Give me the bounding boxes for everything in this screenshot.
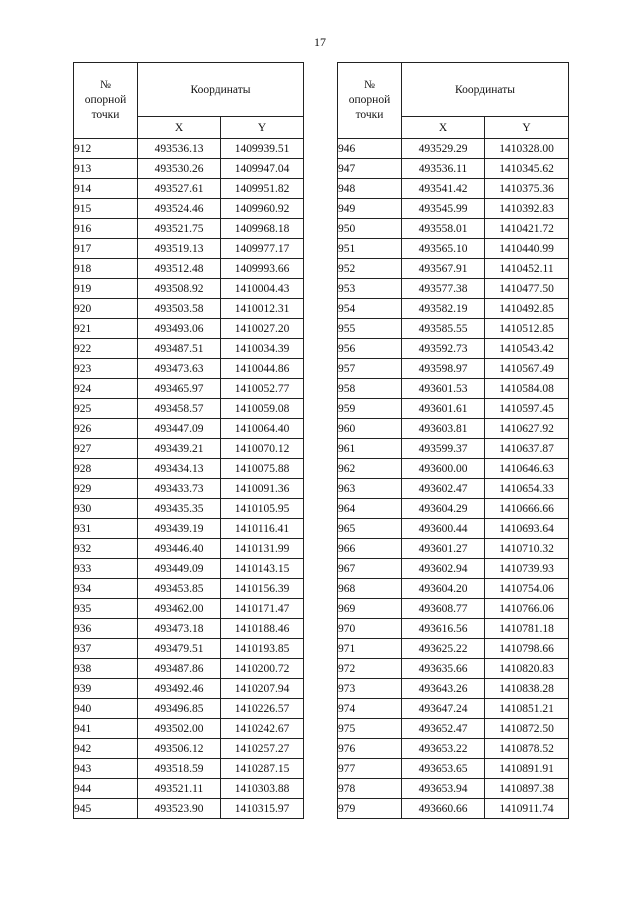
x-coordinate-cell: 493439.21 — [138, 439, 221, 459]
table-body-left — [74, 139, 304, 819]
x-coordinate-cell: 493585.55 — [402, 319, 485, 339]
point-number-cell: 953 — [338, 279, 402, 299]
x-coordinate-cell: 493660.66 — [402, 799, 485, 819]
point-number-cell: 964 — [338, 499, 402, 519]
point-number-cell: 960 — [338, 419, 402, 439]
point-number-cell: 930 — [74, 499, 138, 519]
y-coordinate-cell: 1410597.45 — [485, 399, 569, 419]
table-row — [74, 759, 304, 779]
table-row — [338, 719, 569, 739]
y-coordinate-cell: 1409939.51 — [221, 139, 304, 159]
y-coordinate-cell: 1410131.99 — [221, 539, 304, 559]
y-coordinate-cell: 1410059.08 — [221, 399, 304, 419]
point-number-cell: 955 — [338, 319, 402, 339]
table-row — [338, 679, 569, 699]
x-coordinate-cell: 493496.85 — [138, 699, 221, 719]
table-row — [338, 159, 569, 179]
x-coordinate-cell: 493508.92 — [138, 279, 221, 299]
table-row — [338, 199, 569, 219]
point-number-cell: 913 — [74, 159, 138, 179]
table-row — [338, 259, 569, 279]
point-number-cell: 917 — [74, 239, 138, 259]
point-number-cell: 924 — [74, 379, 138, 399]
x-coordinate-cell: 493529.29 — [402, 139, 485, 159]
x-coordinate-cell: 493521.11 — [138, 779, 221, 799]
y-coordinate-cell: 1410070.12 — [221, 439, 304, 459]
table-row — [338, 799, 569, 819]
point-number-cell: 939 — [74, 679, 138, 699]
x-coordinate-cell: 493487.51 — [138, 339, 221, 359]
point-number-cell: 916 — [74, 219, 138, 239]
x-coordinate-cell: 493536.11 — [402, 159, 485, 179]
y-coordinate-cell: 1410766.06 — [485, 599, 569, 619]
y-coordinate-cell: 1410872.50 — [485, 719, 569, 739]
point-number-cell: 979 — [338, 799, 402, 819]
x-coordinate-cell: 493603.81 — [402, 419, 485, 439]
point-number-cell: 931 — [74, 519, 138, 539]
table-row — [74, 539, 304, 559]
point-number-cell: 974 — [338, 699, 402, 719]
y-coordinate-cell: 1410891.91 — [485, 759, 569, 779]
table-row — [74, 199, 304, 219]
y-coordinate-cell: 1410654.33 — [485, 479, 569, 499]
table-header — [74, 63, 304, 139]
page-number: 17 — [314, 35, 326, 49]
y-coordinate-cell: 1410193.85 — [221, 639, 304, 659]
point-number-cell: 915 — [74, 199, 138, 219]
table-row — [338, 459, 569, 479]
x-coordinate-cell: 493598.97 — [402, 359, 485, 379]
y-coordinate-cell: 1409977.17 — [221, 239, 304, 259]
table-row — [74, 799, 304, 819]
y-coordinate-cell: 1410646.63 — [485, 459, 569, 479]
point-number-cell: 932 — [74, 539, 138, 559]
point-number-cell: 925 — [74, 399, 138, 419]
point-number-cell: 920 — [74, 299, 138, 319]
y-coordinate-cell: 1410242.67 — [221, 719, 304, 739]
y-coordinate-cell: 1409968.18 — [221, 219, 304, 239]
point-number-cell: 918 — [74, 259, 138, 279]
x-coordinate-cell: 493577.38 — [402, 279, 485, 299]
point-number-cell: 922 — [74, 339, 138, 359]
y-coordinate-cell: 1410044.86 — [221, 359, 304, 379]
x-coordinate-cell: 493653.65 — [402, 759, 485, 779]
point-number-cell: 962 — [338, 459, 402, 479]
y-coordinate-cell: 1409993.66 — [221, 259, 304, 279]
header-number-sign: № — [100, 79, 111, 91]
x-coordinate-cell: 493558.01 — [402, 219, 485, 239]
coordinates-header: Координаты — [138, 63, 304, 117]
point-number-cell: 963 — [338, 479, 402, 499]
y-coordinate-cell: 1410584.08 — [485, 379, 569, 399]
table-row — [74, 439, 304, 459]
table-row — [338, 559, 569, 579]
point-number-cell: 938 — [74, 659, 138, 679]
y-coordinate-cell: 1410627.92 — [485, 419, 569, 439]
table-row — [74, 639, 304, 659]
coordinates-header: Координаты — [402, 63, 569, 117]
y-coordinate-cell: 1410911.74 — [485, 799, 569, 819]
y-coordinate-cell: 1410781.18 — [485, 619, 569, 639]
y-coordinate-cell: 1410012.31 — [221, 299, 304, 319]
point-number-cell: 972 — [338, 659, 402, 679]
y-coordinate-cell: 1410315.97 — [221, 799, 304, 819]
y-coordinate-cell: 1410512.85 — [485, 319, 569, 339]
x-coordinate-cell: 493458.57 — [138, 399, 221, 419]
y-coordinate-cell: 1410421.72 — [485, 219, 569, 239]
point-number-cell: 977 — [338, 759, 402, 779]
point-number-cell: 978 — [338, 779, 402, 799]
x-coordinate-cell: 493492.46 — [138, 679, 221, 699]
table-row — [338, 599, 569, 619]
point-number-cell: 934 — [74, 579, 138, 599]
point-number-cell: 945 — [74, 799, 138, 819]
x-coordinate-cell: 493473.18 — [138, 619, 221, 639]
x-coordinate-cell: 493487.86 — [138, 659, 221, 679]
point-number-cell: 921 — [74, 319, 138, 339]
y-coordinate-cell: 1410328.00 — [485, 139, 569, 159]
point-number-cell: 936 — [74, 619, 138, 639]
table-row — [74, 259, 304, 279]
y-coordinate-cell: 1410287.15 — [221, 759, 304, 779]
y-coordinate-cell: 1410156.39 — [221, 579, 304, 599]
table-row — [338, 359, 569, 379]
x-coordinate-cell: 493602.47 — [402, 479, 485, 499]
y-coordinate-cell: 1410226.57 — [221, 699, 304, 719]
x-coordinate-cell: 493462.00 — [138, 599, 221, 619]
y-coordinate-cell: 1410820.83 — [485, 659, 569, 679]
x-coordinate-cell: 493493.06 — [138, 319, 221, 339]
table-row — [74, 719, 304, 739]
y-coordinate-cell: 1410452.11 — [485, 259, 569, 279]
table-row — [74, 519, 304, 539]
table-row — [338, 179, 569, 199]
point-number-cell: 950 — [338, 219, 402, 239]
table-row — [74, 339, 304, 359]
x-coordinate-cell: 493433.73 — [138, 479, 221, 499]
table-row — [338, 299, 569, 319]
table-row — [74, 739, 304, 759]
header-point-line3: точки — [91, 109, 120, 121]
x-coordinate-cell: 493652.47 — [402, 719, 485, 739]
x-coordinate-cell: 493616.56 — [402, 619, 485, 639]
point-number-cell: 969 — [338, 599, 402, 619]
table-row — [338, 759, 569, 779]
point-number-cell: 959 — [338, 399, 402, 419]
point-number-cell: 933 — [74, 559, 138, 579]
x-column-header: X — [402, 117, 485, 139]
x-coordinate-cell: 493604.29 — [402, 499, 485, 519]
x-coordinate-cell: 493653.94 — [402, 779, 485, 799]
table-row — [338, 739, 569, 759]
coordinates-table-left — [73, 62, 304, 819]
table-row — [338, 319, 569, 339]
table-row — [338, 499, 569, 519]
x-coordinate-cell: 493473.63 — [138, 359, 221, 379]
y-coordinate-cell: 1410798.66 — [485, 639, 569, 659]
y-coordinate-cell: 1410075.88 — [221, 459, 304, 479]
table-row — [74, 659, 304, 679]
x-coordinate-cell: 493506.12 — [138, 739, 221, 759]
header-point-line2: опорной — [348, 94, 391, 106]
x-coordinate-cell: 493536.13 — [138, 139, 221, 159]
point-number-cell: 912 — [74, 139, 138, 159]
x-coordinate-cell: 493523.90 — [138, 799, 221, 819]
point-number-cell: 956 — [338, 339, 402, 359]
x-coordinate-cell: 493530.26 — [138, 159, 221, 179]
point-number-cell: 944 — [74, 779, 138, 799]
table-row — [338, 219, 569, 239]
y-coordinate-cell: 1410105.95 — [221, 499, 304, 519]
table-row — [74, 459, 304, 479]
y-coordinate-cell: 1410375.36 — [485, 179, 569, 199]
y-coordinate-cell: 1410693.64 — [485, 519, 569, 539]
point-number-cell: 927 — [74, 439, 138, 459]
table-row — [338, 439, 569, 459]
y-coordinate-cell: 1409960.92 — [221, 199, 304, 219]
x-coordinate-cell: 493643.26 — [402, 679, 485, 699]
x-coordinate-cell: 493600.44 — [402, 519, 485, 539]
y-coordinate-cell: 1410257.27 — [221, 739, 304, 759]
x-coordinate-cell: 493439.19 — [138, 519, 221, 539]
y-coordinate-cell: 1409951.82 — [221, 179, 304, 199]
table-row — [338, 339, 569, 359]
table-body-right — [338, 139, 569, 819]
y-coordinate-cell: 1410710.32 — [485, 539, 569, 559]
y-coordinate-cell: 1410034.39 — [221, 339, 304, 359]
x-coordinate-cell: 493521.75 — [138, 219, 221, 239]
point-number-cell: 965 — [338, 519, 402, 539]
table-row — [74, 179, 304, 199]
y-coordinate-cell: 1410666.66 — [485, 499, 569, 519]
y-coordinate-cell: 1410064.40 — [221, 419, 304, 439]
point-number-cell: 947 — [338, 159, 402, 179]
header-point-line2: опорной — [84, 94, 127, 106]
y-coordinate-cell: 1410004.43 — [221, 279, 304, 299]
point-number-cell: 975 — [338, 719, 402, 739]
table-row — [338, 639, 569, 659]
point-number-cell: 966 — [338, 539, 402, 559]
x-coordinate-cell: 493653.22 — [402, 739, 485, 759]
x-coordinate-cell: 493635.66 — [402, 659, 485, 679]
x-coordinate-cell: 493435.35 — [138, 499, 221, 519]
x-coordinate-cell: 493465.97 — [138, 379, 221, 399]
table-row — [74, 599, 304, 619]
table-row — [338, 239, 569, 259]
table-row — [338, 379, 569, 399]
x-coordinate-cell: 493527.61 — [138, 179, 221, 199]
x-coordinate-cell: 493434.13 — [138, 459, 221, 479]
y-column-header: Y — [485, 117, 569, 139]
table-row — [74, 399, 304, 419]
point-number-cell: 943 — [74, 759, 138, 779]
y-coordinate-cell: 1410543.42 — [485, 339, 569, 359]
table-row — [74, 499, 304, 519]
table-row — [338, 539, 569, 559]
x-coordinate-cell: 493565.10 — [402, 239, 485, 259]
y-coordinate-cell: 1410171.47 — [221, 599, 304, 619]
y-coordinate-cell: 1410897.38 — [485, 779, 569, 799]
x-coordinate-cell: 493453.85 — [138, 579, 221, 599]
point-number-cell: 976 — [338, 739, 402, 759]
x-coordinate-cell: 493545.99 — [402, 199, 485, 219]
point-number-cell: 942 — [74, 739, 138, 759]
y-coordinate-cell: 1410567.49 — [485, 359, 569, 379]
y-coordinate-cell: 1410637.87 — [485, 439, 569, 459]
table-row — [338, 619, 569, 639]
point-number-cell: 948 — [338, 179, 402, 199]
point-number-cell: 957 — [338, 359, 402, 379]
point-number-cell: 971 — [338, 639, 402, 659]
y-coordinate-cell: 1410878.52 — [485, 739, 569, 759]
x-coordinate-cell: 493601.53 — [402, 379, 485, 399]
x-coordinate-cell: 493582.19 — [402, 299, 485, 319]
point-number-header — [74, 63, 138, 139]
x-coordinate-cell: 493479.51 — [138, 639, 221, 659]
x-coordinate-cell: 493608.77 — [402, 599, 485, 619]
point-number-cell: 935 — [74, 599, 138, 619]
table-row — [74, 419, 304, 439]
point-number-cell: 958 — [338, 379, 402, 399]
x-coordinate-cell: 493599.37 — [402, 439, 485, 459]
table-row — [74, 159, 304, 179]
point-number-cell: 954 — [338, 299, 402, 319]
table-row — [74, 699, 304, 719]
x-coordinate-cell: 493446.40 — [138, 539, 221, 559]
x-coordinate-cell: 493524.46 — [138, 199, 221, 219]
y-coordinate-cell: 1410200.72 — [221, 659, 304, 679]
point-number-cell: 926 — [74, 419, 138, 439]
point-number-cell: 940 — [74, 699, 138, 719]
point-number-cell: 923 — [74, 359, 138, 379]
table-row — [74, 319, 304, 339]
point-number-cell: 952 — [338, 259, 402, 279]
x-coordinate-cell: 493592.73 — [402, 339, 485, 359]
table-row — [74, 559, 304, 579]
y-coordinate-cell: 1410345.62 — [485, 159, 569, 179]
coordinates-table-right — [337, 62, 569, 819]
x-column-header: X — [138, 117, 221, 139]
table-row — [338, 519, 569, 539]
x-coordinate-cell: 493519.13 — [138, 239, 221, 259]
table-row — [74, 679, 304, 699]
point-number-cell: 961 — [338, 439, 402, 459]
x-coordinate-cell: 493449.09 — [138, 559, 221, 579]
table-row — [74, 379, 304, 399]
x-coordinate-cell: 493541.42 — [402, 179, 485, 199]
point-number-header — [338, 63, 402, 139]
table-row — [74, 219, 304, 239]
y-coordinate-cell: 1409947.04 — [221, 159, 304, 179]
y-coordinate-cell: 1410143.15 — [221, 559, 304, 579]
x-coordinate-cell: 493447.09 — [138, 419, 221, 439]
point-number-cell: 919 — [74, 279, 138, 299]
y-coordinate-cell: 1410851.21 — [485, 699, 569, 719]
y-column-header: Y — [221, 117, 304, 139]
point-number-cell: 928 — [74, 459, 138, 479]
point-number-cell: 946 — [338, 139, 402, 159]
table-row — [74, 479, 304, 499]
y-coordinate-cell: 1410739.93 — [485, 559, 569, 579]
y-coordinate-cell: 1410492.85 — [485, 299, 569, 319]
point-number-cell: 929 — [74, 479, 138, 499]
point-number-cell: 937 — [74, 639, 138, 659]
x-coordinate-cell: 493600.00 — [402, 459, 485, 479]
x-coordinate-cell: 493604.20 — [402, 579, 485, 599]
point-number-cell: 949 — [338, 199, 402, 219]
x-coordinate-cell: 493502.00 — [138, 719, 221, 739]
table-row — [74, 359, 304, 379]
table-row — [338, 699, 569, 719]
y-coordinate-cell: 1410303.88 — [221, 779, 304, 799]
y-coordinate-cell: 1410027.20 — [221, 319, 304, 339]
point-number-cell: 967 — [338, 559, 402, 579]
point-number-cell: 970 — [338, 619, 402, 639]
table-row — [338, 279, 569, 299]
point-number-cell: 973 — [338, 679, 402, 699]
table-row — [74, 299, 304, 319]
table-header — [338, 63, 569, 139]
x-coordinate-cell: 493518.59 — [138, 759, 221, 779]
table-row — [338, 399, 569, 419]
table-row — [74, 619, 304, 639]
y-coordinate-cell: 1410838.28 — [485, 679, 569, 699]
x-coordinate-cell: 493503.58 — [138, 299, 221, 319]
table-row — [338, 479, 569, 499]
point-number-cell: 941 — [74, 719, 138, 739]
x-coordinate-cell: 493512.48 — [138, 259, 221, 279]
x-coordinate-cell: 493602.94 — [402, 559, 485, 579]
table-row — [338, 139, 569, 159]
y-coordinate-cell: 1410091.36 — [221, 479, 304, 499]
y-coordinate-cell: 1410052.77 — [221, 379, 304, 399]
table-row — [74, 779, 304, 799]
table-row — [338, 579, 569, 599]
header-point-line3: точки — [355, 109, 384, 121]
y-coordinate-cell: 1410392.83 — [485, 199, 569, 219]
point-number-cell: 914 — [74, 179, 138, 199]
point-number-cell: 951 — [338, 239, 402, 259]
x-coordinate-cell: 493567.91 — [402, 259, 485, 279]
point-number-cell: 968 — [338, 579, 402, 599]
y-coordinate-cell: 1410188.46 — [221, 619, 304, 639]
x-coordinate-cell: 493647.24 — [402, 699, 485, 719]
table-row — [74, 239, 304, 259]
y-coordinate-cell: 1410116.41 — [221, 519, 304, 539]
header-number-sign: № — [364, 79, 375, 91]
x-coordinate-cell: 493601.27 — [402, 539, 485, 559]
table-row — [338, 659, 569, 679]
x-coordinate-cell: 493601.61 — [402, 399, 485, 419]
table-row — [74, 279, 304, 299]
y-coordinate-cell: 1410207.94 — [221, 679, 304, 699]
table-row — [74, 139, 304, 159]
table-row — [338, 779, 569, 799]
table-row — [74, 579, 304, 599]
table-row — [338, 419, 569, 439]
y-coordinate-cell: 1410754.06 — [485, 579, 569, 599]
y-coordinate-cell: 1410477.50 — [485, 279, 569, 299]
x-coordinate-cell: 493625.22 — [402, 639, 485, 659]
y-coordinate-cell: 1410440.99 — [485, 239, 569, 259]
